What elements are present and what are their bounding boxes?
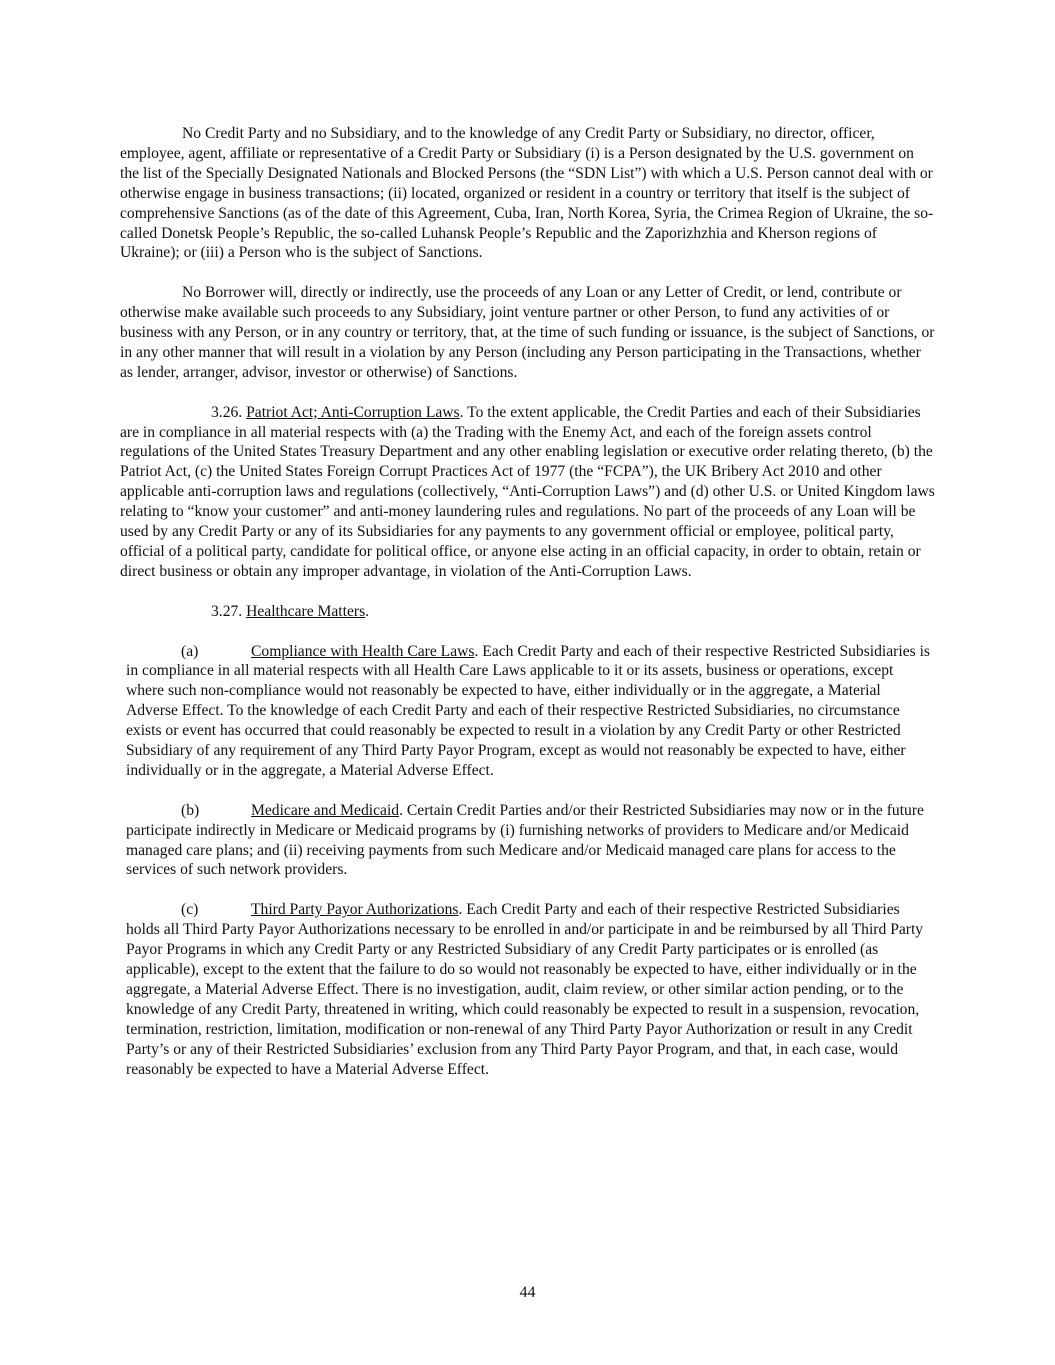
section-3-27 [120,602,935,622]
section-3-26-number: 3.26. [211,403,243,421]
page-number: 44 [519,1284,536,1301]
subsection-a [126,642,935,781]
document-page [120,124,935,1079]
section-3-26-title: Patriot Act; Anti-Corruption Laws [246,403,460,421]
subsection-c [126,900,935,1079]
subsection-b [126,801,935,881]
subsection-c-label: (c) [181,901,199,919]
subsection-a-label: (a) [181,642,199,660]
subsection-c-body: . Each Credit Party and each of their respective Restricted Subsidiaries holds all Third Party Payor Authorizations necessary to be enrolled in and/or participate in and be reimbursed by all Third Party Payor Programs in which any Credit Party or any Restricted Subsidiary of any Credit Party participates or is enrolled (as applicable), except to the extent that the failure to do so would not reasonably be expected to have, either individually or in the aggregate, a Material Adverse Effect. There is no investigation, audit, claim review, or other similar action pending, or to the knowledge of any Credit Party, threatened in writing, which could reasonably be expected to result in a suspension, revocation, termination, restriction, limitation, modification or non-renewal of any Third Party Payor Authorization or result in any Credit Party’s or any of their Restricted Subsidiaries’ exclusion from any Third Party Payor Program, and that, in each case, would reasonably be expected to have a Material Adverse Effect. [126,901,924,1078]
sanctions-paragraph-1: No Credit Party and no Subsidiary, and to the knowledge of any Credit Party or Subsidiary, no director, officer, employee, agent, affiliate or representative of a Credit Party or Subsidiary (i) is a Person designated by the U.S. government on the list of the Specially Designated Nationals and Blocked Persons (the “SDN List”) with which a U.S. Person cannot deal with or otherwise engage in business transactions; (ii) located, organized or resident in a country or territory that itself is the subject of comprehensive Sanctions (as of the date of this Agreement, Cuba, Iran, North Korea, Syria, the Crimea Region of Ukraine, the so-called Donetsk People’s Republic, the so-called Luhansk People’s Republic and the Zaporizhzhia and Kherson regions of Ukraine); or (iii) a Person who is the subject of Sanctions. [120,125,934,262]
subsection-a-title: Compliance with Health Care Laws [251,642,475,660]
subsection-b-body: . Certain Credit Parties and/or their Restricted Subsidiaries may now or in the future participate indirectly in Medicare or Medicaid programs by (i) furnishing networks of providers to Medicare and/or Medicaid managed care plans; and (ii) receiving payments from such Medicare and/or Medicaid managed care plans for access to the services of such network providers. [126,801,924,879]
sanctions-paragraph-2: No Borrower will, directly or indirectly, use the proceeds of any Loan or any Letter of Credit, or lend, contribute or otherwise make available such proceeds to any Subsidiary, joint venture partner or other Person, to fund any activities of or business with any Person, or in any country or territory, that, at the time of such funding or issuance, is the subject of Sanctions, or in any other manner that will result in a violation by any Person (including any Person participating in the Transactions, whether as lender, arranger, advisor, investor or otherwise) of Sanctions. [120,284,935,381]
subsection-b-label: (b) [181,801,200,819]
section-3-27-number: 3.27. [211,602,243,620]
section-3-26 [120,403,935,582]
section-3-26-body: . To the extent applicable, the Credit Parties and each of their Subsidiaries are in compliance in all material respects with (a) the Trading with the Enemy Act, and each of the foreign assets control regulations of the United States Treasury Department and any other enabling legislation or executive order relating thereto, (b) the Patriot Act, (c) the United States Foreign Corrupt Practices Act of 1977 (the “FCPA”), the UK Bribery Act 2010 and other applicable anti-corruption laws and regulations (collectively, “Anti-Corruption Laws”) and (d) other U.S. or United Kingdom laws relating to “know your customer” and anti-money laundering rules and regulations. No part of the proceeds of any Loan will be used by any Credit Party or any of its Subsidiaries for any payments to any government official or employee, political party, official of a political party, candidate for political office, or anyone else acting in an official capacity, in order to obtain, retain or direct business or obtain any improper advantage, in violation of the Anti-Corruption Laws. [120,403,935,580]
subsection-b-title: Medicare and Medicaid [251,801,400,819]
section-3-27-title: Healthcare Matters [246,602,366,620]
subsection-c-title: Third Party Payor Authorizations [251,901,459,919]
section-3-27-trailing: . [365,602,370,620]
subsection-a-body: . Each Credit Party and each of their respective Restricted Subsidiaries is in compliance in all material respects with all Health Care Laws applicable to it or its assets, business or operations, except where such non-compliance would not reasonably be expected to have, either individually or in the aggregate, a Material Adverse Effect. To the knowledge of each Credit Party and each of their respective Restricted Subsidiaries, no circumstance exists or event has occurred that could reasonably be expected to result in a violation by any Credit Party or other Restricted Subsidiary of any requirement of any Third Party Payor Program, except as would not reasonably be expected to have, either individually or in the aggregate, a Material Adverse Effect. [126,642,930,779]
